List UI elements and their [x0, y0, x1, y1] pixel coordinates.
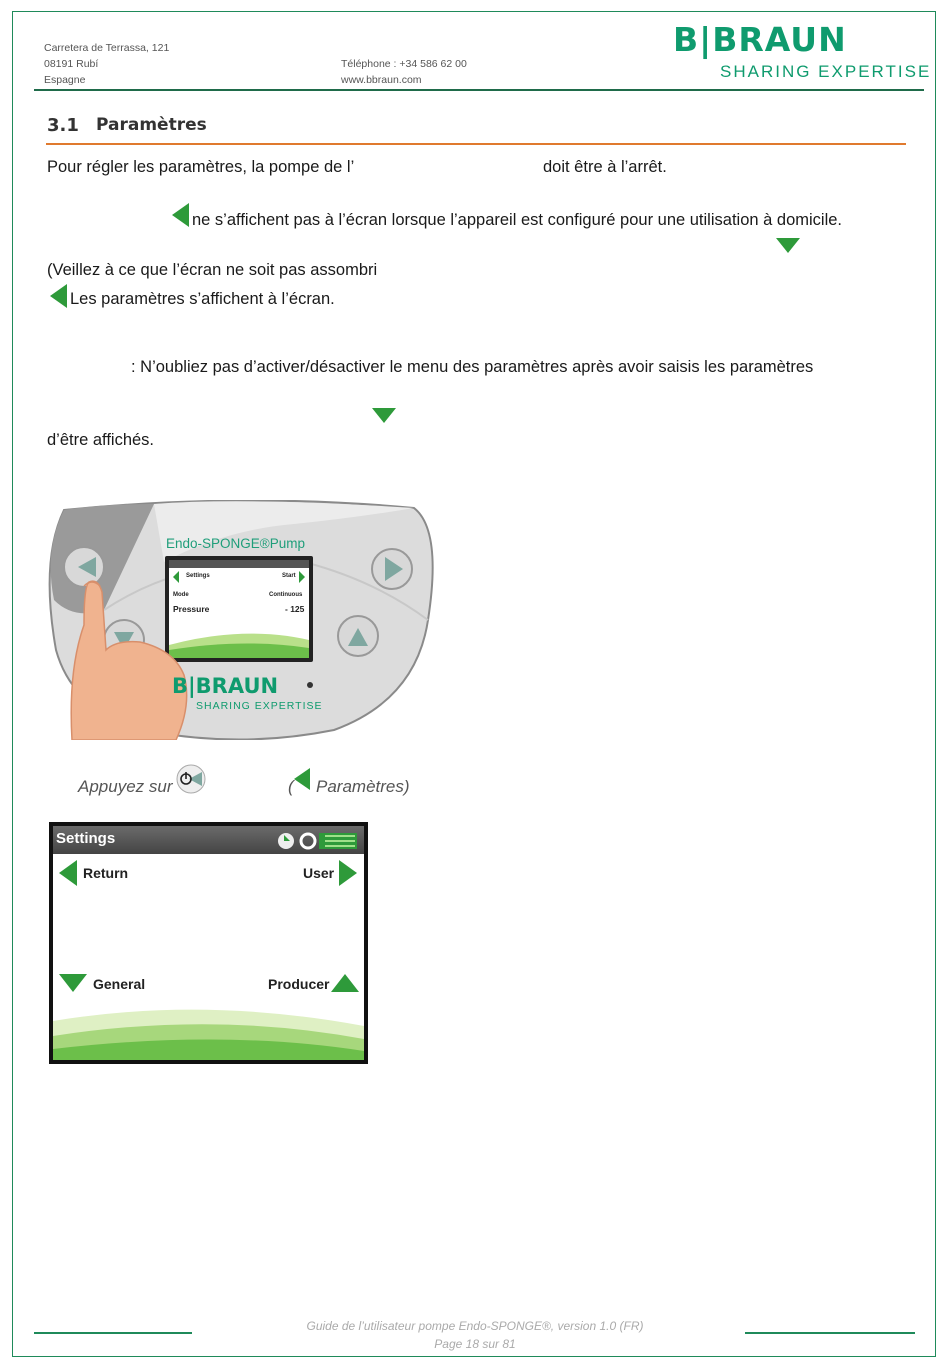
footer-guide-title: Guide de l’utilisateur pompe Endo-SPONGE®, version 1.0 (FR) — [306, 1319, 644, 1333]
mini-start-label: Start — [282, 573, 296, 579]
contact-block — [341, 56, 467, 88]
general-arrow-icon — [59, 974, 87, 997]
section-rule — [46, 143, 906, 145]
mini-pressure-label: Pressure — [173, 604, 210, 614]
arrow-left-icon — [294, 768, 310, 795]
arrow-down-icon — [372, 408, 396, 428]
mini-settings-label: Settings — [186, 573, 210, 579]
address-line-3: Espagne — [44, 74, 86, 86]
mini-pressure-value: - 125 — [285, 604, 305, 614]
paragraph-6: d’être affichés. — [47, 431, 155, 449]
user-label: User — [303, 865, 335, 881]
paragraph-5: : N’oubliez pas d’activer/désactiver le menu des paramètres après avoir saisis les paramètres — [131, 358, 814, 376]
producer-label: Producer — [268, 976, 330, 992]
paragraph-2: ne s’affichent pas à l’écran lorsque l’appareil est configuré pour une utilisation à domicile. — [192, 211, 842, 229]
pump-logo: B|BRAUN — [172, 674, 279, 698]
phone-text: Téléphone : +34 586 62 00 — [341, 58, 467, 70]
caption-settings: Paramètres) — [316, 777, 410, 796]
footer-page-number: Page 18 sur 81 — [434, 1337, 516, 1351]
address-line-1: Carretera de Terrassa, 121 — [44, 42, 170, 54]
mini-mode-value: Continuous — [269, 592, 303, 598]
paragraph-1-right: doit être à l’arrêt. — [543, 158, 667, 176]
pump-logo-tagline: SHARING EXPERTISE — [196, 700, 323, 712]
caption-paren: ( — [288, 777, 294, 796]
screen-title: Settings — [56, 830, 116, 847]
pump-product-name: Endo-SPONGE®Pump — [166, 536, 306, 551]
mini-mode-label: Mode — [173, 592, 189, 598]
screen-wave-graphic — [53, 1001, 364, 1060]
address-line-2: 08191 Rubí — [44, 58, 99, 70]
paragraph-3: (Veillez à ce que l’écran ne soit pas assombri — [47, 261, 378, 279]
address-block — [44, 40, 169, 88]
caption-press: Appuyez sur — [78, 777, 173, 796]
brand-tagline: SHARING EXPERTISE — [720, 62, 932, 81]
paragraph-1-left: Pour régler les paramètres, la pompe de l’ — [47, 158, 355, 176]
user-arrow-icon — [339, 860, 357, 891]
pump-illustration — [44, 500, 436, 740]
arrow-left-icon — [172, 203, 189, 232]
section-title: Paramètres — [96, 115, 207, 135]
header-divider — [34, 89, 924, 91]
screen-status-bar — [53, 826, 364, 854]
paragraph-4: Les paramètres s’affichent à l’écran. — [70, 290, 335, 308]
arrow-left-icon — [50, 284, 67, 313]
settings-screen — [49, 822, 368, 1064]
website-text: www.bbraun.com — [341, 74, 422, 86]
bbraun-logo: B|BRAUN — [673, 20, 847, 59]
producer-arrow-icon — [331, 974, 359, 997]
return-label: Return — [83, 865, 129, 881]
section-number: 3.1 — [47, 115, 79, 136]
arrow-down-icon — [776, 238, 800, 258]
return-arrow-icon — [59, 860, 77, 891]
power-button-icon — [176, 764, 206, 794]
general-label: General — [93, 976, 146, 992]
status-icons — [275, 830, 360, 857]
